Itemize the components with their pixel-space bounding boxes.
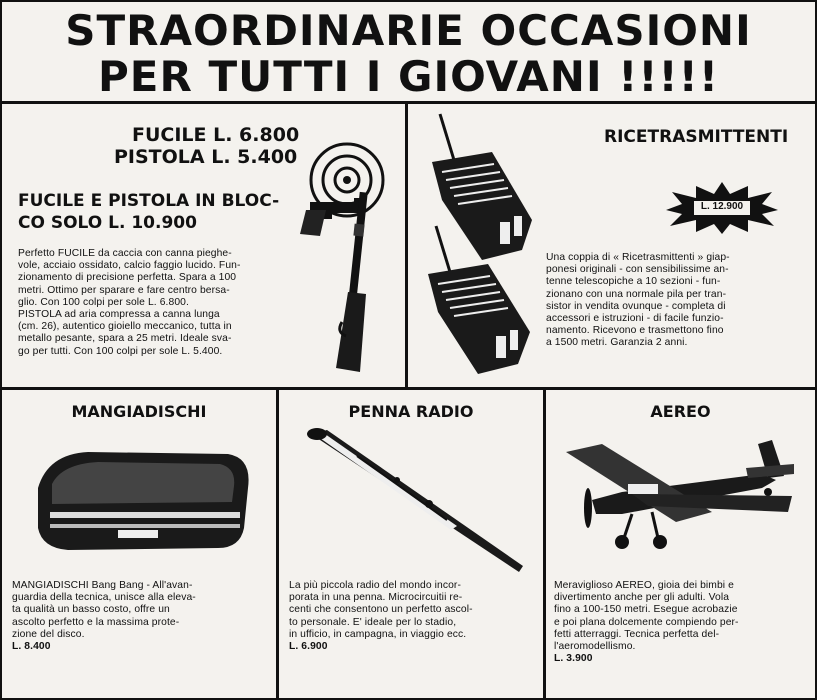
fucile-pistola-section [2, 104, 408, 387]
walkie-talkie-illustration [422, 110, 547, 380]
ricetrasmittenti-description: Una coppia di « Ricetrasmittenti » giap- ponesi originali - con sensibilissime an- tenne telescopiche a 10 sezioni - fun- zionano con una normale pila per tran- sistor in vendita ovunque - completa di accessori e istruzioni - di facile funzio- namento. Ricevono e trasmettono fino a 1500 metri. Garanzia 2 anni. [546, 252, 730, 349]
penna-radio-section [279, 390, 546, 698]
ricetrasmittenti-title: RICETRASMITTENTI [604, 127, 789, 147]
mangiadischi-description: MANGIADISCHI Bang Bang - All'avan- guardia della tecnica, unisce alla eleva- ta qualità un basso costo, offre un ascolto perfetto e la massima prote- zione del disco. L. 8.400 [12, 580, 274, 653]
fucile-price: FUCILE L. 6.800 [132, 124, 300, 146]
fucile-description: Perfetto FUCILE da caccia con canna pieghe- vole, acciaio ossidato, calcio faggio lucido. Fun- zionamento di precisione perfetta. Spara a 100 metri. Ottimo per sparare e fare centro bersa- glio. Con 100 colpi per sole L. 6.800. PISTOLA ad aria compressa a canna lunga (cm. 26), autentico gioiello meccanico, tutta in metallo pesante, spara a 25 metri. Ideale sva- go per tutti. Con 100 colpi per sole L. 5.400. [18, 248, 241, 357]
ricetrasmittenti-price: L. 12.900 [700, 201, 744, 212]
aereo-section [546, 390, 815, 698]
headline-line-1: STRAORDINARIE OCCASIONI [65, 6, 752, 55]
aereo-title: AEREO [650, 402, 711, 421]
top-row [2, 104, 815, 390]
rifle-icon [336, 192, 368, 372]
walkie-talkie-icon [432, 114, 532, 260]
mangiadischi-title: MANGIADISCHI [71, 402, 207, 421]
bottom-row [2, 390, 815, 698]
pistola-price: PISTOLA L. 5.400 [114, 146, 298, 168]
rifle-pistol-illustration [292, 132, 402, 382]
headline-line-2: PER TUTTI I GIOVANI !!!!! [98, 52, 719, 101]
price-burst-badge [664, 180, 780, 236]
penna-radio-title: PENNA RADIO [348, 402, 474, 421]
ricetrasmittenti-section [408, 104, 815, 387]
penna-radio-price: L. 6.900 [289, 641, 328, 653]
combo-offer-title: FUCILE E PISTOLA IN BLOC- CO SOLO L. 10.900 [18, 191, 280, 233]
mangiadischi-section [2, 390, 279, 698]
airplane-icon [566, 440, 794, 549]
pen-radio-illustration [297, 426, 537, 576]
aereo-description: Meraviglioso AEREO, gioia dei bimbi e divertimento anche per gli adulti. Vola fino a 100-150 metri. Esegue acrobazie e poi plana dolcemente compiendo per- fetti atterraggi. Tecnica perfetta del- l'aeromodellismo. L. 3.900 [554, 580, 812, 665]
mangiadischi-price: L. 8.400 [12, 641, 51, 653]
penna-radio-description: La più piccola radio del mondo incor- porata in una penna. Microcircuitii re- centi che consentono un perfetto ascol- to personale. E' ideale per lo stadio, in ufficio, in campagna, in viaggio ecc. L. 6.900 [289, 580, 543, 653]
record-player-icon [38, 452, 249, 550]
headline [2, 2, 815, 104]
aereo-price: L. 3.900 [554, 653, 593, 665]
airplane-illustration [562, 434, 807, 564]
record-player-illustration [28, 448, 258, 558]
pen-radio-icon [307, 428, 523, 572]
